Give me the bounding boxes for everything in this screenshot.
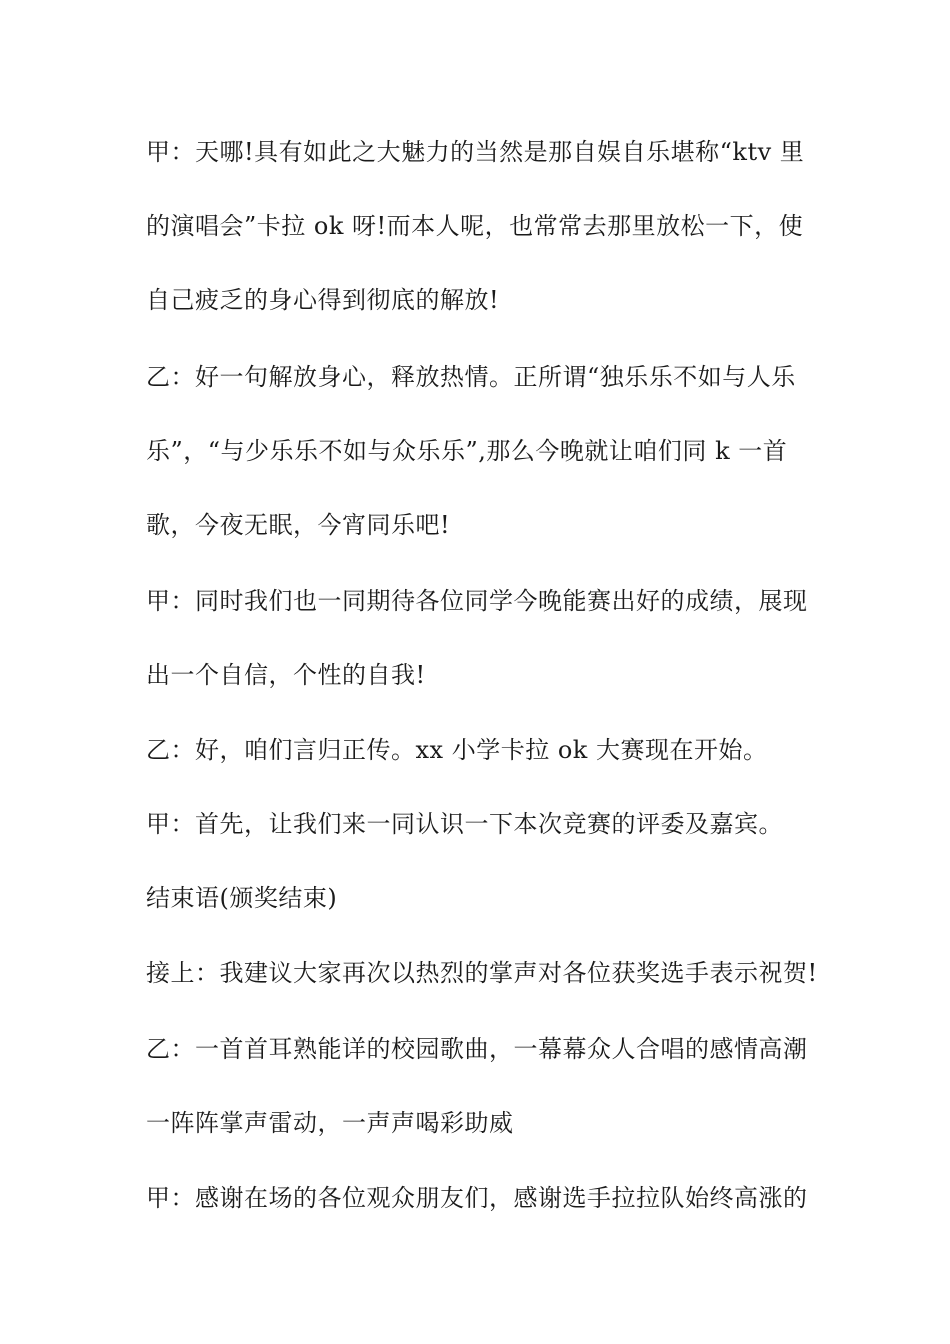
text-line: 一阵阵掌声雷动，一声声喝彩助威 — [146, 1109, 514, 1137]
text-line: 歌，今夜无眠，今宵同乐吧! — [146, 511, 451, 539]
text-line: 乙：好，咱们言归正传。xx 小学卡拉 ok 大赛现在开始。 — [146, 736, 768, 764]
text-line: 出一个自信，个性的自我! — [146, 661, 426, 689]
text-line: 甲：感谢在场的各位观众朋友们，感谢选手拉拉队始终高涨的 — [146, 1184, 808, 1212]
text-line: 的演唱会”卡拉 ok 呀!而本人呢，也常常去那里放松一下，使 — [146, 212, 804, 240]
text-line: 甲：天哪!具有如此之大魅力的当然是那自娱自乐堪称“ktv 里 — [146, 138, 805, 166]
text-line: 自己疲乏的身心得到彻底的解放! — [146, 286, 500, 314]
text-line: 乙：好一句解放身心，释放热情。正所谓“独乐乐不如与人乐 — [146, 363, 796, 391]
text-line: 乙：一首首耳熟能详的校园歌曲，一幕幕众人合唱的感情高潮 — [146, 1035, 808, 1063]
text-line: 接上：我建议大家再次以热烈的掌声对各位获奖选手表示祝贺! — [146, 959, 818, 987]
section-heading: 结束语(颁奖结束) — [146, 884, 338, 912]
text-line: 乐”，“与少乐乐不如与众乐乐”,那么今晚就让咱们同 k 一首 — [146, 437, 788, 465]
text-line: 甲：同时我们也一同期待各位同学今晚能赛出好的成绩，展现 — [146, 587, 808, 615]
text-line: 甲：首先，让我们来一同认识一下本次竞赛的评委及嘉宾。 — [146, 810, 783, 838]
